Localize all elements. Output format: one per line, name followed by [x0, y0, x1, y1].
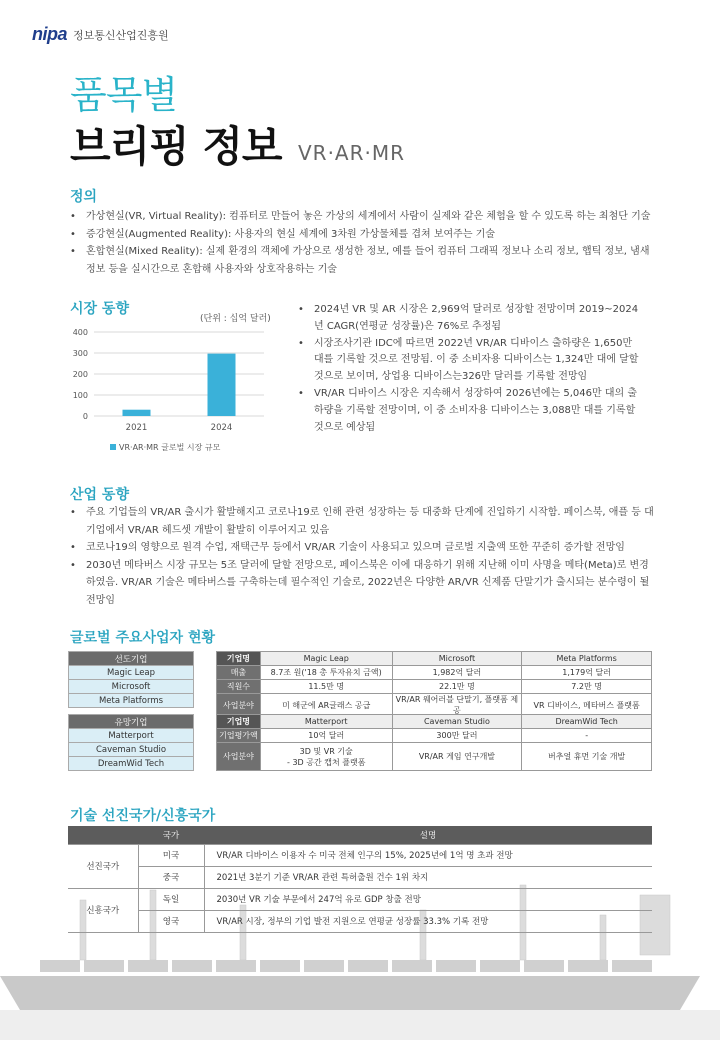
- table1-rowlabel: 직원수: [217, 680, 261, 694]
- promising-label: 유망기업: [69, 715, 194, 729]
- chart-y-tick-label: 200: [72, 370, 88, 379]
- tech-country: 중국: [138, 866, 204, 888]
- table1-cell: 8.7조 원('18 총 투자유치 금액): [260, 666, 392, 680]
- market-item: • VR/AR 디바이스 시장은 지속해서 성장하여 2026년에는 5,046만 대의 출하량을 기록할 전망이며, 이 중 소비자용 디바이스는 3,088만 대를 기록할 것으로 예상됨: [296, 386, 642, 436]
- industry-heading: 산업 동향: [70, 487, 129, 503]
- companies-heading: 글로벌 주요사업자 현황: [70, 630, 215, 646]
- tech-group-label: 신흥국가: [68, 888, 138, 932]
- tech-col-desc: 설명: [204, 826, 652, 844]
- table1-col: Magic Leap: [260, 652, 392, 666]
- tech-heading: 기술 선진국가/신흥국가: [70, 808, 216, 824]
- tech-col-country: 국가: [138, 826, 204, 844]
- tech-desc: 2030년 VR 기술 부문에서 247억 유로 GDP 창출 전망: [204, 888, 652, 910]
- table2-cell: 3D 및 VR 기술 - 3D 공간 캡처 플랫폼: [260, 743, 392, 771]
- table1-corner: 기업명: [217, 652, 261, 666]
- leading-company: Magic Leap: [69, 666, 194, 680]
- market-list: [296, 302, 642, 436]
- promising-company: Matterport: [69, 729, 194, 743]
- definition-item: • 가상현실(VR, Virtual Reality): 컴퓨터로 만들어 놓은 가상의 세계에서 사람이 실제와 같은 체험을 할 수 있도록 하는 최첨단 기술: [68, 208, 658, 226]
- chart-bar: [208, 354, 236, 416]
- table1-rowlabel: 매출: [217, 666, 261, 680]
- table1-cell: VR/AR 웨어러블 단말기, 플랫폼 제공: [392, 694, 522, 717]
- org-name: 정보통신산업진흥원: [73, 28, 169, 42]
- chart-bar: [123, 410, 151, 416]
- market-item: • 시장조사기관 IDC에 따르면 2022년 VR/AR 디바이스 출하량은 1,650만 대를 기록할 것으로 전망됨. 이 중 소비자용 디바이스는 1,324만 대에 달할 것으로 보이며, 상업용 디바이스는326만 달러를 기록할 전망임: [296, 336, 642, 386]
- chart-y-tick-label: 100: [72, 391, 88, 400]
- table2-cell: 10억 달러: [260, 729, 392, 743]
- market-heading: 시장 동향: [70, 301, 129, 317]
- table1-cell: 1,179억 달러: [522, 666, 652, 680]
- chart-legend-label: VR·AR·MR 글로벌 시장 규모: [119, 443, 221, 452]
- page-subtitle: VR·AR·MR: [298, 141, 406, 165]
- industry-item: • 2030년 메타버스 시장 규모는 5조 달러에 달할 전망으로, 페이스북은 이에 대응하기 위해 지난해 이미 사명을 메타(Meta)로 변경하였음. VR/AR 기술은 메타버스를 구축하는데 필수적인 기술로, 2022년은 다양한 AR/VR 신제품 단말기가 출시되는 분수령이 될 전망임: [68, 557, 658, 610]
- table1-cell: 11.5만 명: [260, 680, 392, 694]
- table1-cell: 1,982억 달러: [392, 666, 522, 680]
- table1-cell: 미 해군에 AR글래스 공급: [260, 694, 392, 717]
- promising-company: Caveman Studio: [69, 743, 194, 757]
- industry-item: • 주요 기업들의 VR/AR 출시가 활발해지고 코로나19로 인해 관련 성장하는 등 대중화 단계에 진입하기 시작함. 페이스북, 애플 등 대기업에서 VR/AR 헤드셋 개발이 활발히 이루어지고 있음: [68, 504, 658, 539]
- leading-companies-list: [68, 651, 194, 708]
- table1-col: Meta Platforms: [522, 652, 652, 666]
- table2-cell: 300만 달러: [392, 729, 522, 743]
- chart-y-tick-label: 400: [72, 328, 88, 337]
- table2-cell: VR/AR 게임 연구개발: [392, 743, 522, 771]
- chart-x-tick-label: 2024: [210, 423, 233, 433]
- nipa-logo: [32, 24, 169, 45]
- page-title-line1: 품목별: [70, 73, 178, 117]
- tech-desc: 2021년 3분기 기준 VR/AR 관련 특허출원 건수 1위 차지: [204, 866, 652, 888]
- tech-desc: VR/AR 디바이스 이용자 수 미국 전체 인구의 15%, 2025년에 1억 명 초과 전망: [204, 844, 652, 866]
- tech-country: 영국: [138, 910, 204, 932]
- table2-rowlabel: 사업분야: [217, 743, 261, 771]
- promising-companies-list: [68, 714, 194, 771]
- table2-col: Caveman Studio: [392, 715, 522, 729]
- tech-country: 독일: [138, 888, 204, 910]
- tech-group-label: 선진국가: [68, 844, 138, 888]
- promising-companies-table: [216, 714, 652, 771]
- tech-country: 미국: [138, 844, 204, 866]
- promising-company: DreamWid Tech: [69, 757, 194, 771]
- chart-x-tick-label: 2021: [125, 423, 148, 433]
- chart-y-tick-label: 0: [82, 412, 88, 421]
- table1-cell: 7.2만 명: [522, 680, 652, 694]
- table2-corner: 기업명: [217, 715, 261, 729]
- tech-corner: [68, 826, 138, 844]
- chart-y-tick-label: 300: [72, 349, 88, 358]
- table1-cell: 22.1만 명: [392, 680, 522, 694]
- leading-label: 선도기업: [69, 652, 194, 666]
- leading-companies-table: [216, 651, 652, 717]
- industry-list: [68, 504, 658, 609]
- definition-item: • 증강현실(Augmented Reality): 사용자의 현실 세계에 3차원 가상물체를 겹쳐 보여주는 기술: [68, 226, 658, 244]
- table2-col: Matterport: [260, 715, 392, 729]
- definition-heading: 정의: [70, 189, 98, 205]
- logo-mark: nipa: [32, 24, 68, 44]
- definition-item: • 혼합현실(Mixed Reality): 실제 환경의 객체에 가상으로 생성한 정보, 예를 들어 컴퓨터 그래픽 정보나 소리 정보, 햅틱 정보, 냄새 정보 등을 실시간으로 혼합해 사용자와 상호작용하는 기술: [68, 243, 658, 278]
- table2-cell: 버추얼 휴먼 기술 개발: [522, 743, 652, 771]
- tech-countries-table: [68, 826, 652, 933]
- leading-company: Meta Platforms: [69, 694, 194, 708]
- chart-legend-swatch: [110, 444, 116, 450]
- tech-desc: VR/AR 시장, 정부의 기업 발전 지원으로 연평균 성장률 33.3% 기록 전망: [204, 910, 652, 932]
- market-item: • 2024년 VR 및 AR 시장은 2,969억 달러로 성장할 전망이며 2019~2024년 CAGR(연평균 성장률)은 76%로 추정됨: [296, 302, 642, 336]
- chart-unit-label: (단위 : 십억 달러): [200, 314, 271, 324]
- page-title-line2: 브리핑 정보: [70, 122, 282, 171]
- table1-cell: VR 디바이스, 메타버스 플랫폼: [522, 694, 652, 717]
- definition-list: [68, 208, 658, 278]
- table1-rowlabel: 사업분야: [217, 694, 261, 717]
- industry-item: • 코로나19의 영향으로 원격 수업, 재택근무 등에서 VR/AR 기술이 사용되고 있으며 글로벌 지출액 또한 꾸준히 증가할 전망임: [68, 539, 658, 557]
- leading-company: Microsoft: [69, 680, 194, 694]
- table2-cell: -: [522, 729, 652, 743]
- table1-col: Microsoft: [392, 652, 522, 666]
- table2-rowlabel: 기업평가액: [217, 729, 261, 743]
- table2-col: DreamWid Tech: [522, 715, 652, 729]
- market-bar-chart: [64, 322, 284, 462]
